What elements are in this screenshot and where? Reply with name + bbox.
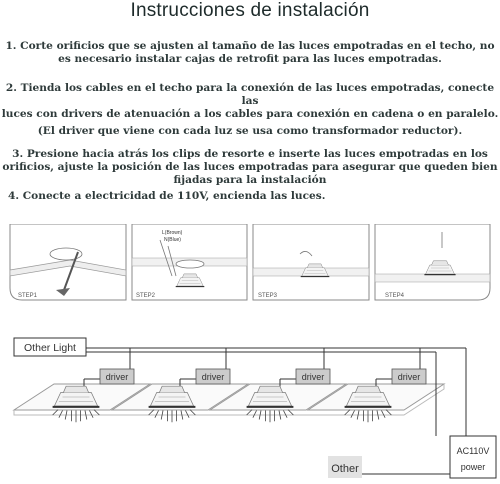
ac-voltage-label: AC110V	[456, 446, 490, 456]
step-2-text	[0, 82, 500, 121]
ac-power-box	[450, 436, 496, 478]
page-title: Instrucciones de instalación	[130, 0, 370, 21]
other-label: Other	[331, 463, 359, 475]
driver-3	[296, 369, 330, 384]
other-light-label: Other Light	[24, 342, 76, 354]
wire-brown-label: L(Brown)	[162, 230, 183, 236]
step-1-line-1: 1. Corte orificios que se ajusten al tamaño de las luces empotradas en el techo, no	[5, 40, 495, 52]
step-2-line-2: luces con drivers de atenuación a los cables para conexión en cadena o en paralelo.	[1, 108, 499, 120]
wire-blue-label: N(Blue)	[164, 237, 181, 243]
step-1-panel	[10, 224, 126, 300]
step-4-text: 4. Conecte a electricidad de 110V, encienda las luces.	[8, 190, 326, 202]
driver-3-label: driver	[301, 372, 325, 382]
step-1-line-2: es necesario instalar cajas de retrofit para las luces empotradas.	[58, 53, 442, 65]
step-3-label: STEP3	[258, 293, 278, 299]
driver-2	[196, 369, 230, 384]
other-light-box	[14, 338, 86, 356]
step-2-panel	[132, 224, 247, 300]
wiring-diagram	[14, 348, 466, 474]
driver-4	[392, 369, 426, 384]
installation-diagram	[0, 224, 500, 484]
other-box	[328, 456, 362, 478]
step-1-text	[0, 40, 500, 66]
step-3-panel	[253, 224, 369, 300]
step-3-line-2: orificios, ajuste la posición de las luces empotradas para asegurar que queden bien	[2, 161, 498, 173]
driver-1-label: driver	[105, 372, 129, 382]
step-1-label: STEP1	[18, 293, 38, 299]
driver-2-label: driver	[201, 372, 225, 382]
step-4-panel	[375, 224, 490, 300]
ac-power-label: power	[460, 462, 486, 472]
step-2-line-1: 2. Tienda los cables en el techo para la conexión de las luces empotradas, conecte las	[5, 82, 495, 107]
driver-4-label: driver	[397, 372, 421, 382]
step-4-label: STEP4	[385, 293, 405, 299]
driver-note: (El driver que viene con cada luz se usa como transformador reductor).	[37, 125, 463, 137]
step-3-text	[0, 148, 500, 187]
step-3-line-3: fijadas para la instalación	[173, 174, 327, 186]
step-2-label: STEP2	[136, 293, 156, 299]
driver-1	[100, 369, 134, 384]
step-3-line-1: 3. Presione hacia atrás los clips de resorte e inserte las luces empotradas en los	[12, 148, 488, 160]
